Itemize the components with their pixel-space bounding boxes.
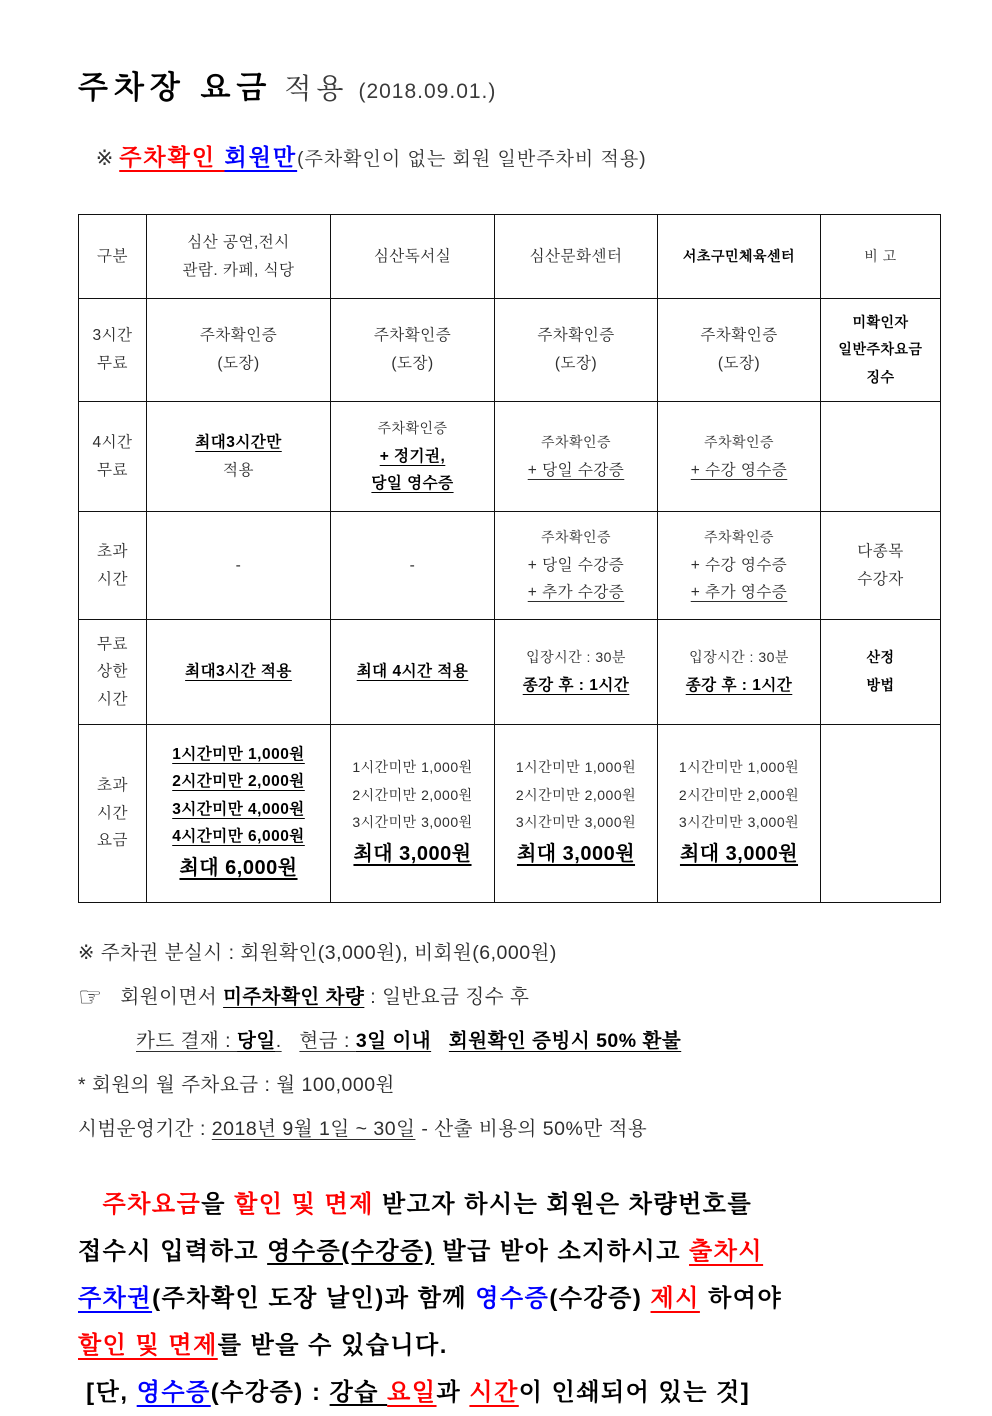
cell-line (497, 754, 655, 782)
text-segment: 주차확인증 (537, 327, 615, 345)
text-segment: 최대 4시간 적용 (356, 663, 469, 681)
cell-line (333, 782, 492, 810)
cell-line (497, 782, 655, 810)
text-segment: 할인 및 면제 (234, 1191, 374, 1218)
table-header-cell (495, 215, 658, 299)
table-cell (147, 402, 331, 512)
note-line (78, 975, 968, 1019)
text-segment: 비 고 (864, 247, 897, 264)
cell-line (497, 429, 655, 457)
text-segment: 접수시 입력하고 (78, 1238, 268, 1265)
cell-line (149, 257, 328, 285)
text-segment: + 수강 영수증 (690, 556, 788, 574)
cell-line (497, 672, 655, 700)
cell-line (333, 470, 492, 498)
cell-line (81, 800, 144, 828)
table-header-cell (79, 215, 147, 299)
text-segment: 요금 (97, 832, 128, 850)
cell-line (660, 809, 818, 837)
table-cell (658, 512, 821, 620)
text-segment: ☞ (78, 982, 103, 1012)
text-segment: 주차확인증 (540, 529, 612, 546)
text-segment: 당일 영수증 (371, 475, 454, 493)
notes-section (78, 931, 968, 1151)
cell-line (333, 243, 492, 271)
text-segment: 시간 (97, 804, 128, 822)
table-cell (79, 725, 147, 903)
table-cell (147, 512, 331, 620)
text-segment: + 당일 수강증 (527, 556, 625, 574)
table-cell (495, 725, 658, 903)
cell-line (333, 350, 492, 378)
cell-line (823, 672, 938, 700)
cell-line (497, 809, 655, 837)
cell-line (81, 457, 144, 485)
cell-line (660, 782, 818, 810)
text-segment: 시범운영기간 : (78, 1118, 212, 1140)
text-segment: 이 인쇄되어 있는 것] (518, 1379, 751, 1406)
cell-line (497, 644, 655, 672)
text-segment: 방법 (866, 677, 895, 693)
text-segment: - (409, 556, 416, 574)
text-segment: 현금 : (299, 1030, 356, 1052)
title-date: (2018.09.01.) (358, 80, 497, 103)
text-segment: 2시간미만 2,000원 (352, 786, 473, 803)
text-segment (431, 1030, 449, 1052)
cell-line (333, 809, 492, 837)
table-cell (658, 620, 821, 725)
cell-line (497, 579, 655, 607)
text-segment: 최대3시간 적용 (185, 663, 292, 681)
text-segment: 최대 3,000원 (679, 843, 799, 866)
text-segment: 입장시간 : 30분 (689, 649, 789, 666)
text-segment: + 추가 수강증 (527, 584, 625, 602)
cell-line (149, 658, 328, 686)
text-segment: 심산문화센터 (529, 247, 623, 265)
cell-line (81, 566, 144, 594)
text-segment: (주차확인 도장 날인)과 함께 (152, 1285, 476, 1312)
text-segment: 종강 후 : 1시간 (685, 677, 793, 694)
cell-line (497, 243, 655, 271)
cell-line (149, 322, 328, 350)
text-segment: 4시간미만 6,000원 (172, 828, 305, 846)
text-segment: 시간 (97, 570, 128, 588)
text-segment: 받고자 하시는 회원은 차량번호를 (373, 1191, 753, 1218)
note-line (78, 1063, 968, 1107)
cell-line (660, 243, 818, 271)
text-segment: 1시간미만 1,000원 (515, 759, 637, 776)
notice-line (78, 121, 968, 190)
table-cell (495, 299, 658, 402)
text-segment: 주차확인증 (700, 327, 778, 345)
paragraph-line (78, 1322, 968, 1369)
cell-line (81, 686, 144, 714)
table-cell (79, 512, 147, 620)
notice-mark: ※ (95, 147, 120, 170)
cell-line (823, 309, 938, 337)
table-cell (495, 402, 658, 512)
cell-line (660, 322, 818, 350)
note-line (78, 1107, 968, 1151)
cell-line (660, 350, 818, 378)
cell-line (149, 823, 328, 851)
cell-line (497, 837, 655, 873)
cell-line (81, 243, 144, 271)
text-segment: 영수증 (136, 1379, 211, 1406)
text-segment: 3일 이내 (355, 1030, 432, 1052)
text-segment: 영수증(수강증) (267, 1238, 435, 1265)
table-cell (79, 402, 147, 512)
text-segment: + 수강 영수증 (690, 461, 788, 479)
text-segment: + 추가 영수증 (690, 584, 788, 602)
table-row (79, 402, 941, 512)
table-cell (331, 402, 495, 512)
page-title (78, 62, 968, 107)
text-segment: 발급 받아 소지하시고 (434, 1238, 690, 1265)
table-row (79, 215, 941, 299)
text-segment: 시간 (97, 690, 128, 708)
table-cell (821, 620, 941, 725)
table-header-cell (331, 215, 495, 299)
notice-rest-text: (주차확인이 없는 회원 일반주차비 적용) (297, 149, 647, 170)
paragraph-line (78, 1275, 968, 1322)
text-segment: 일반주차요금 (838, 341, 923, 358)
note-line (78, 931, 968, 975)
text-segment: 카드 결재 : (136, 1030, 238, 1052)
text-segment: 최대3시간만 (195, 433, 282, 451)
text-segment: 당일 (237, 1030, 276, 1052)
text-segment: 무료 (97, 461, 128, 479)
text-segment: 주차확인증 (703, 433, 775, 450)
cell-line (81, 658, 144, 686)
cell-line (660, 579, 818, 607)
table-cell (331, 725, 495, 903)
table-cell (331, 620, 495, 725)
text-segment: (수강증) : (210, 1379, 330, 1406)
text-segment: 주차확인증 (703, 529, 775, 546)
text-segment: 3시간미만 3,000원 (515, 814, 637, 831)
cell-line (333, 754, 492, 782)
text-segment: (도장) (217, 355, 260, 372)
text-segment: 2018년 9월 1일 ~ 30일 (211, 1118, 416, 1140)
text-segment: 2시간미만 2,000원 (515, 786, 637, 803)
text-segment: 다종목 (857, 542, 904, 560)
table-header-cell (658, 215, 821, 299)
table-cell (147, 620, 331, 725)
text-segment: 최대 6,000원 (179, 856, 298, 879)
text-segment: 초과 (97, 542, 128, 560)
text-segment: + 정기권, (379, 447, 446, 465)
text-segment: 를 받을 수 있습니다. (217, 1332, 448, 1359)
text-segment: 수강자 (857, 570, 904, 588)
text-segment: 미확인자 (852, 313, 909, 330)
title-main: 주차장 요금 (78, 70, 273, 105)
text-segment: 심산 공연,전시 (187, 233, 290, 251)
table-cell (147, 299, 331, 402)
table-header-cell (821, 215, 941, 299)
cell-line (81, 631, 144, 659)
text-segment (282, 1030, 300, 1052)
table-cell (495, 512, 658, 620)
cell-line (81, 429, 144, 457)
parking-fee-table (78, 214, 941, 903)
text-segment: 서초구민체육센터 (682, 247, 796, 264)
notice-red-text: 주차확인 (119, 144, 225, 170)
text-segment: 하여야 (699, 1285, 783, 1312)
note-line (78, 1019, 968, 1063)
paragraph-line (78, 1181, 968, 1228)
text-segment: 2시간미만 2,000원 (172, 773, 305, 791)
text-segment: [단, (78, 1379, 137, 1406)
table-cell (331, 299, 495, 402)
title-sub: 적용 (284, 73, 349, 104)
cell-line (81, 350, 144, 378)
text-segment: (수강증) (549, 1285, 651, 1312)
text-segment: 3시간 (92, 327, 133, 345)
cell-line (333, 837, 492, 873)
table-row (79, 299, 941, 402)
text-segment: 과 (436, 1379, 470, 1406)
cell-line (823, 243, 938, 271)
table-cell (331, 512, 495, 620)
table-cell (79, 299, 147, 402)
text-segment: 상한 (97, 663, 128, 681)
text-segment: 미주차확인 차량 (223, 986, 365, 1008)
text-segment: (도장) (391, 355, 434, 372)
text-segment: 산정 (866, 649, 895, 666)
table-cell (658, 725, 821, 903)
text-segment: 적용 (223, 461, 254, 479)
cell-line (149, 796, 328, 824)
cell-line (333, 658, 492, 686)
text-segment: 1시간미만 1,000원 (172, 745, 305, 763)
cell-line (497, 457, 655, 485)
cell-line (660, 837, 818, 873)
text-segment: 회원확인 증빙시 50% 환불 (448, 1030, 682, 1052)
text-segment: 주차확인증 (377, 420, 448, 437)
text-segment: 최대 3,000원 (516, 843, 636, 866)
cell-line (823, 644, 938, 672)
text-segment: 무료 (97, 355, 128, 372)
table-cell (821, 299, 941, 402)
cell-line (81, 322, 144, 350)
cell-line (660, 457, 818, 485)
table-cell (79, 620, 147, 725)
text-segment: 관람. 카페, 식당 (182, 261, 295, 279)
discount-paragraph (78, 1181, 968, 1416)
text-segment: 제시 (650, 1285, 700, 1312)
cell-line (149, 457, 328, 485)
text-segment: 영수증 (475, 1285, 550, 1312)
cell-line (497, 350, 655, 378)
cell-line (497, 552, 655, 580)
cell-line (660, 644, 818, 672)
text-segment: 심산독서실 (373, 247, 452, 265)
text-segment: 입장시간 : 30분 (526, 649, 626, 666)
table-cell (821, 512, 941, 620)
cell-line (81, 827, 144, 855)
text-segment: 출차시 (689, 1238, 764, 1265)
text-segment: 초과 (97, 777, 128, 795)
paragraph-line (78, 1228, 968, 1275)
text-segment: 주차확인증 (373, 327, 452, 345)
cell-line (660, 524, 818, 552)
table-header-cell (147, 215, 331, 299)
text-segment: 3시간미만 4,000원 (172, 800, 305, 818)
cell-line (333, 415, 492, 443)
text-segment: 징수 (866, 368, 895, 385)
cell-line (149, 552, 328, 580)
table-cell (495, 620, 658, 725)
cell-line (823, 364, 938, 392)
text-segment: 주차권 (78, 1285, 153, 1312)
table-cell (658, 299, 821, 402)
cell-line (149, 741, 328, 769)
text-segment: 시간 (469, 1379, 519, 1406)
cell-line (660, 672, 818, 700)
cell-line (660, 754, 818, 782)
paragraph-line (78, 1369, 968, 1416)
text-segment: 2시간미만 2,000원 (678, 786, 800, 803)
text-segment: 회원이면서 (102, 986, 224, 1008)
text-segment: (도장) (554, 355, 598, 372)
text-segment: 3시간미만 3,000원 (352, 814, 473, 831)
table-cell (147, 725, 331, 903)
text-segment: 무료 (97, 635, 128, 653)
text-segment: 구분 (97, 247, 128, 265)
notice-blue-text: 회원만 (224, 144, 298, 170)
cell-line (149, 768, 328, 796)
cell-line (81, 538, 144, 566)
table-cell (821, 402, 941, 512)
text-segment: 4시간 (92, 433, 133, 451)
table-row (79, 512, 941, 620)
text-segment: 할인 및 면제 (78, 1332, 218, 1359)
text-segment: 3시간미만 3,000원 (678, 814, 800, 831)
text-segment: 강습 (329, 1379, 388, 1406)
text-segment: 주차요금 (102, 1191, 202, 1218)
cell-line (497, 322, 655, 350)
text-segment: 주차확인증 (540, 433, 612, 450)
cell-line (333, 443, 492, 471)
cell-line (823, 336, 938, 364)
text-segment: 요일 (387, 1379, 437, 1406)
cell-line (149, 429, 328, 457)
cell-line (660, 552, 818, 580)
cell-line (660, 429, 818, 457)
text-segment: 주차확인증 (199, 327, 278, 345)
cell-line (149, 229, 328, 257)
cell-line (333, 552, 492, 580)
text-segment: 최대 3,000원 (353, 843, 472, 866)
text-segment: : 일반요금 징수 후 (364, 986, 530, 1008)
text-segment: (도장) (717, 355, 761, 372)
text-segment: . (275, 1030, 282, 1052)
cell-line (823, 538, 938, 566)
cell-line (81, 772, 144, 800)
cell-line (497, 524, 655, 552)
text-segment: ※ 주차권 분실시 : 회원확인(3,000원), 비회원(6,000원) (78, 942, 557, 964)
text-segment: * 회원의 월 주차요금 : 월 100,000원 (78, 1074, 395, 1096)
text-segment: 종강 후 : 1시간 (522, 677, 630, 694)
table-cell (658, 402, 821, 512)
cell-line (149, 350, 328, 378)
text-segment: - 산출 비용의 50%만 적용 (415, 1118, 648, 1140)
text-segment: + 당일 수강증 (527, 461, 625, 479)
text-segment: - (235, 556, 242, 574)
table-cell (821, 725, 941, 903)
table-row (79, 620, 941, 725)
cell-line (149, 851, 328, 887)
cell-line (823, 566, 938, 594)
text-segment (78, 1191, 103, 1218)
text-segment: 1시간미만 1,000원 (678, 759, 800, 776)
table-row (79, 725, 941, 903)
text-segment: 1시간미만 1,000원 (352, 759, 473, 776)
cell-line (333, 322, 492, 350)
text-segment: 을 (201, 1191, 235, 1218)
